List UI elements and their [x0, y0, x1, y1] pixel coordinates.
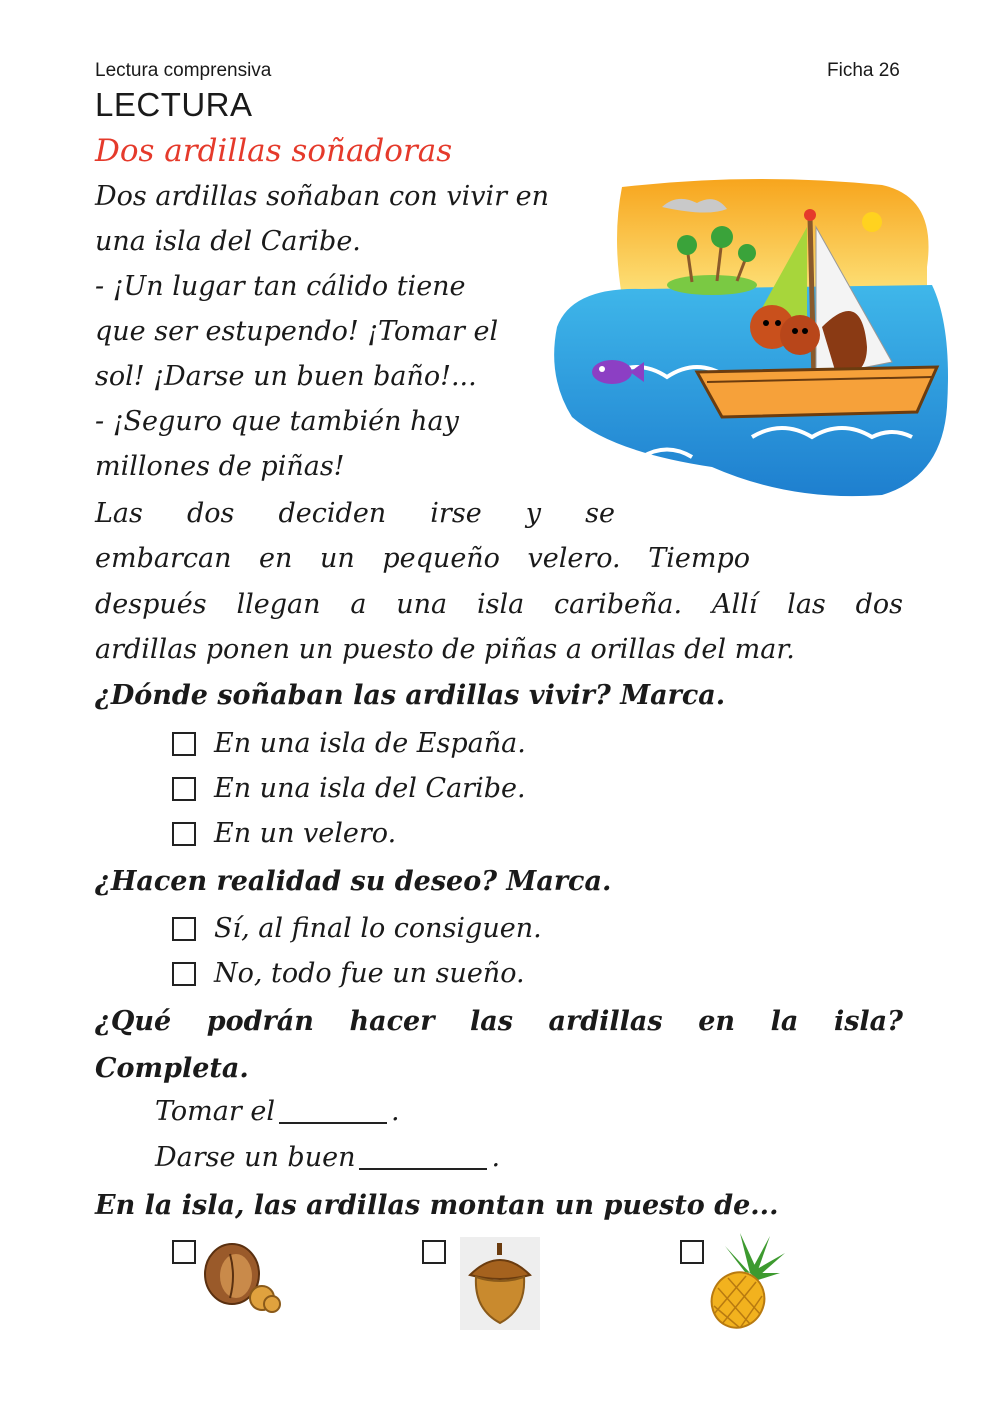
q1-option-2 [172, 773, 526, 804]
story-title: Dos ardillas soñadoras [95, 133, 453, 169]
story-line: Dos ardillas soñaban con vivir en [95, 181, 550, 212]
story-line: una isla del Caribe. [95, 226, 361, 257]
pineapple-icon [700, 1228, 790, 1332]
story-line: Las dos deciden irse y se [95, 498, 615, 529]
q1-option-1 [172, 728, 526, 759]
q1-option-3-label: En un velero. [214, 818, 397, 849]
story-line: - ¡Un lugar tan cálido tiene [95, 271, 466, 302]
acorn-icon [460, 1237, 540, 1330]
q2-option-1-checkbox[interactable] [172, 917, 196, 941]
q4-walnut-checkbox[interactable] [172, 1240, 196, 1264]
q1-option-2-checkbox[interactable] [172, 777, 196, 801]
story-line: ardillas ponen un puesto de piñas a orillas del mar. [95, 634, 795, 665]
section-title: LECTURA [95, 86, 253, 123]
q2-option-1-label: Sí, al final lo consiguen. [214, 913, 542, 944]
q2-option-2 [172, 958, 525, 989]
story-line: millones de piñas! [95, 451, 345, 482]
q4-acorn-checkbox[interactable] [422, 1240, 446, 1264]
story-line: que ser estupendo! ¡Tomar el [95, 316, 499, 347]
q2-option-2-checkbox[interactable] [172, 962, 196, 986]
q3-fill-1-label: Tomar el [155, 1096, 275, 1127]
question-1: ¿Dónde soñaban las ardillas vivir? Marca. [95, 680, 726, 711]
question-3: ¿Qué podrán hacer las ardillas en la isla? [95, 1006, 903, 1037]
q2-option-1 [172, 913, 542, 944]
question-3-instruction: Completa. [95, 1053, 249, 1084]
story-line: sol! ¡Darse un buen baño!... [95, 361, 477, 392]
walnut-icon [200, 1238, 285, 1318]
question-2: ¿Hacen realidad su deseo? Marca. [95, 866, 612, 897]
worksheet-subject: Lectura comprensiva [95, 60, 272, 81]
q1-option-3 [172, 818, 396, 849]
question-4: En la isla, las ardillas montan un puesto de... [95, 1190, 779, 1221]
story-line: embarcan en un pequeño velero. Tiempo [95, 543, 750, 574]
story-line: después llegan a una isla caribeña. Allí las dos [95, 589, 903, 620]
q3-fill-2-label: Darse un buen [155, 1142, 356, 1173]
q3-fill-2: Darse un buen . [155, 1142, 501, 1173]
story-line: - ¡Seguro que también hay [95, 406, 459, 437]
q1-option-3-checkbox[interactable] [172, 822, 196, 846]
q3-fill-1-blank[interactable] [279, 1100, 387, 1124]
sailboat-squirrels-illustration [552, 177, 952, 497]
q2-option-2-label: No, todo fue un sueño. [214, 958, 525, 989]
q1-option-1-checkbox[interactable] [172, 732, 196, 756]
q1-option-1-label: En una isla de España. [214, 728, 526, 759]
q1-option-2-label: En una isla del Caribe. [214, 773, 526, 804]
worksheet-number: Ficha 26 [827, 60, 900, 81]
q3-fill-2-blank[interactable] [359, 1146, 487, 1170]
q3-fill-1: Tomar el . [155, 1096, 400, 1127]
